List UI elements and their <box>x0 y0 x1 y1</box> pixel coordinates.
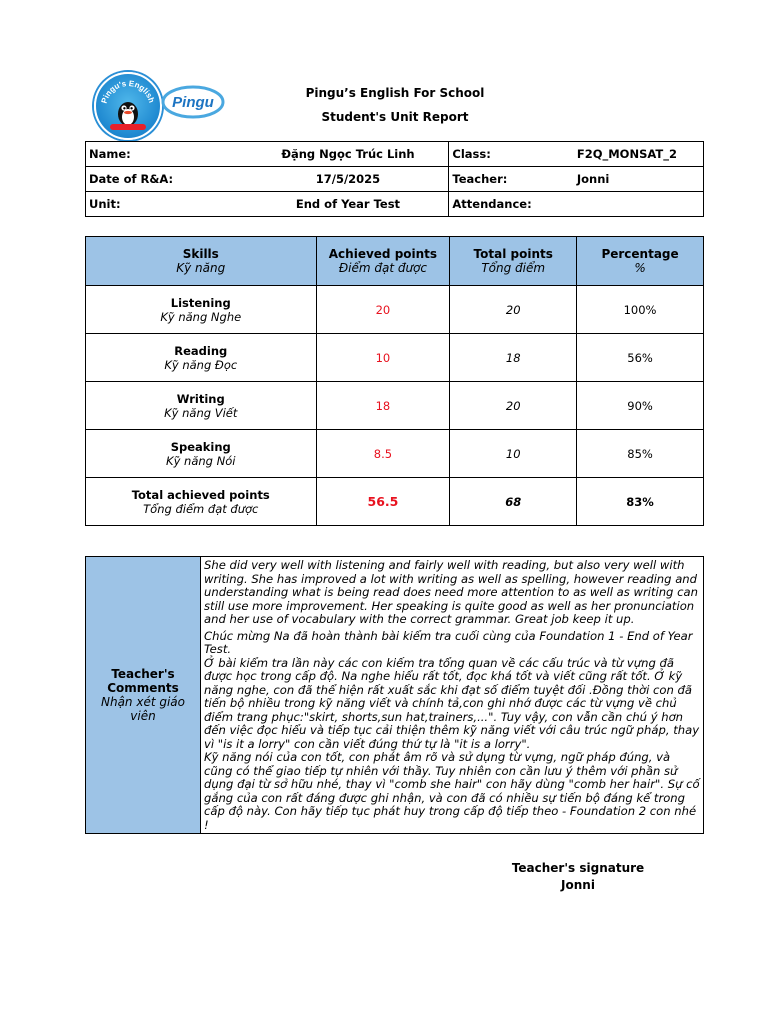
info-row-unit <box>86 192 704 217</box>
table-row <box>86 334 704 382</box>
skill-name: Listening <box>170 295 231 310</box>
signature-name: Jonni <box>561 878 595 892</box>
total-total-points: 68 <box>450 478 577 526</box>
header-achieved-title: Achieved points <box>328 247 438 261</box>
skill-name: Reading <box>174 343 228 358</box>
header-achieved <box>316 237 450 286</box>
attendance-label: Attendance: <box>449 192 574 217</box>
comments-label-cell <box>86 557 201 834</box>
table-row <box>86 382 704 430</box>
total-points: 20 <box>450 382 577 430</box>
info-row-date <box>86 167 704 192</box>
pingus-english-logo <box>94 72 162 140</box>
comments-label: Teacher's Comments <box>107 667 179 695</box>
comments-table <box>85 556 704 834</box>
comment-paragraph: She did very well with listening and fairly well with reading, but also very well with writing. She has improved a lot with writing as well as spelling, however reading and understanding what is being read does need more attention to as well as writing can still use more improvement. Her speaking is quite good as well as her pronunciation and her use of vocabulary with the correct grammar. Great job keep it up. <box>204 558 698 626</box>
percentage: 85% <box>577 430 704 478</box>
comment-paragraph: Kỹ năng nói của con tốt, con phát âm rõ và sử dụng từ vựng, ngữ pháp đúng, và cũng có thể giao tiếp tự nhiên với thầy. Tuy nhiên con cần lưu ý thêm với phần sử dụng đại từ sở hữu nhé, thay vì "comb she hair" con hãy dùng "comb her hair". Sự cố gắng của con rất đáng được ghi nhận, và con đã có nhiều sự tiến bộ đáng kể trong cấp độ này. Con hãy tiếp tục phát huy trong cấp độ tiếp theo - Foundation 2 con nhé ! <box>204 750 700 832</box>
header-skills-title: Skills <box>182 247 219 261</box>
header-skills <box>86 237 317 286</box>
signature-label: Teacher's signature <box>511 861 645 875</box>
skills-header-row <box>86 237 704 286</box>
skill-name-vi: Kỹ năng Nghe <box>160 309 242 324</box>
percentage: 56% <box>577 334 704 382</box>
header-skills-sub: Kỹ năng <box>176 261 226 275</box>
attendance-value <box>574 192 704 217</box>
skill-cell <box>86 382 317 430</box>
total-points: 18 <box>450 334 577 382</box>
header-percentage-sub: % <box>634 261 646 275</box>
teacher-value: Jonni <box>574 167 704 192</box>
skill-name: Speaking <box>170 439 231 454</box>
comment-paragraph: Ở bài kiểm tra lần này các con kiếm tra tổng quan về các cấu trúc và từ vựng đã được học trong cấp độ. Na nghe hiểu rất tốt, đọc khá tốt và viết cũng rất tốt. Ở kỹ năng nghe, con đã thể hiện rất xuất sắc khi đạt số điểm tuyệt đối .Đồng thời con đã tiến bộ nhiều trong kỹ năng viết và chính tả,con ghi nhớ được các từ vựng về chủ điểm trang phục:"skirt, shorts,sun hat,trainers,...". Tuy vậy, con vẫn cần chú ý hơn đến việc đọc hiểu và tiếp tục cải thiện thêm kỹ năng viết với câu trúc ngữ pháp, thay vì "is it a lorry" con cần viết đúng thứ tự là "it is a lorry". <box>204 655 700 751</box>
class-value: F2Q_MONSAT_2 <box>574 142 704 167</box>
achieved-points: 20 <box>316 286 450 334</box>
percentage: 100% <box>577 286 704 334</box>
skill-name-vi: Kỹ năng Viết <box>164 405 238 420</box>
achieved-points: 8.5 <box>316 430 450 478</box>
skill-cell <box>86 286 317 334</box>
header-total-title: Total points <box>473 247 553 261</box>
total-percentage: 83% <box>577 478 704 526</box>
comments-row <box>86 557 704 834</box>
skill-cell <box>86 334 317 382</box>
badge-text: Pingu's English <box>99 78 157 105</box>
total-label: Total achieved points <box>131 487 270 502</box>
total-achieved-points: 56.5 <box>316 478 450 526</box>
total-label-cell <box>86 478 317 526</box>
header-total-sub: Tổng điểm <box>481 261 546 275</box>
skill-name: Writing <box>176 391 225 406</box>
name-label: Name: <box>86 142 248 167</box>
header-total <box>450 237 577 286</box>
table-row <box>86 430 704 478</box>
pingu-logo <box>160 84 226 120</box>
percentage: 90% <box>577 382 704 430</box>
achieved-points: 10 <box>316 334 450 382</box>
header-percentage <box>577 237 704 286</box>
comments-label-vi: Nhận xét giáo viên <box>100 695 185 723</box>
class-label: Class: <box>449 142 574 167</box>
comment-paragraph: Chúc mừng Na đã hoàn thành bài kiểm tra cuối cùng của Foundation 1 - End of Year Test. <box>204 628 693 656</box>
achieved-points: 18 <box>316 382 450 430</box>
teacher-signature-block <box>498 860 658 894</box>
name-value: Đặng Ngọc Trúc Linh <box>248 142 449 167</box>
total-points: 10 <box>450 430 577 478</box>
skill-name-vi: Kỹ năng Nói <box>166 453 236 468</box>
svg-text:Pingu's English <box>100 79 157 105</box>
date-value: 17/5/2025 <box>248 167 449 192</box>
teacher-label: Teacher: <box>449 167 574 192</box>
school-name: Pingu’s English For School <box>305 86 485 100</box>
header-achieved-sub: Điểm đạt được <box>338 261 427 275</box>
date-label: Date of R&A: <box>86 167 248 192</box>
skills-table <box>85 236 704 526</box>
unit-label: Unit: <box>86 192 248 217</box>
report-title: Student's Unit Report <box>321 110 469 124</box>
table-row <box>86 286 704 334</box>
unit-value: End of Year Test <box>248 192 449 217</box>
total-row <box>86 478 704 526</box>
skill-cell <box>86 430 317 478</box>
total-label-vi: Tổng điểm đạt được <box>143 501 259 516</box>
total-points: 20 <box>450 286 577 334</box>
header-percentage-title: Percentage <box>601 247 679 261</box>
info-row-name <box>86 142 704 167</box>
comments-text-cell <box>201 557 704 834</box>
student-info-table <box>85 141 704 217</box>
pingu-logo-text: Pingu <box>172 94 214 111</box>
skill-name-vi: Kỹ năng Đọc <box>164 357 238 372</box>
